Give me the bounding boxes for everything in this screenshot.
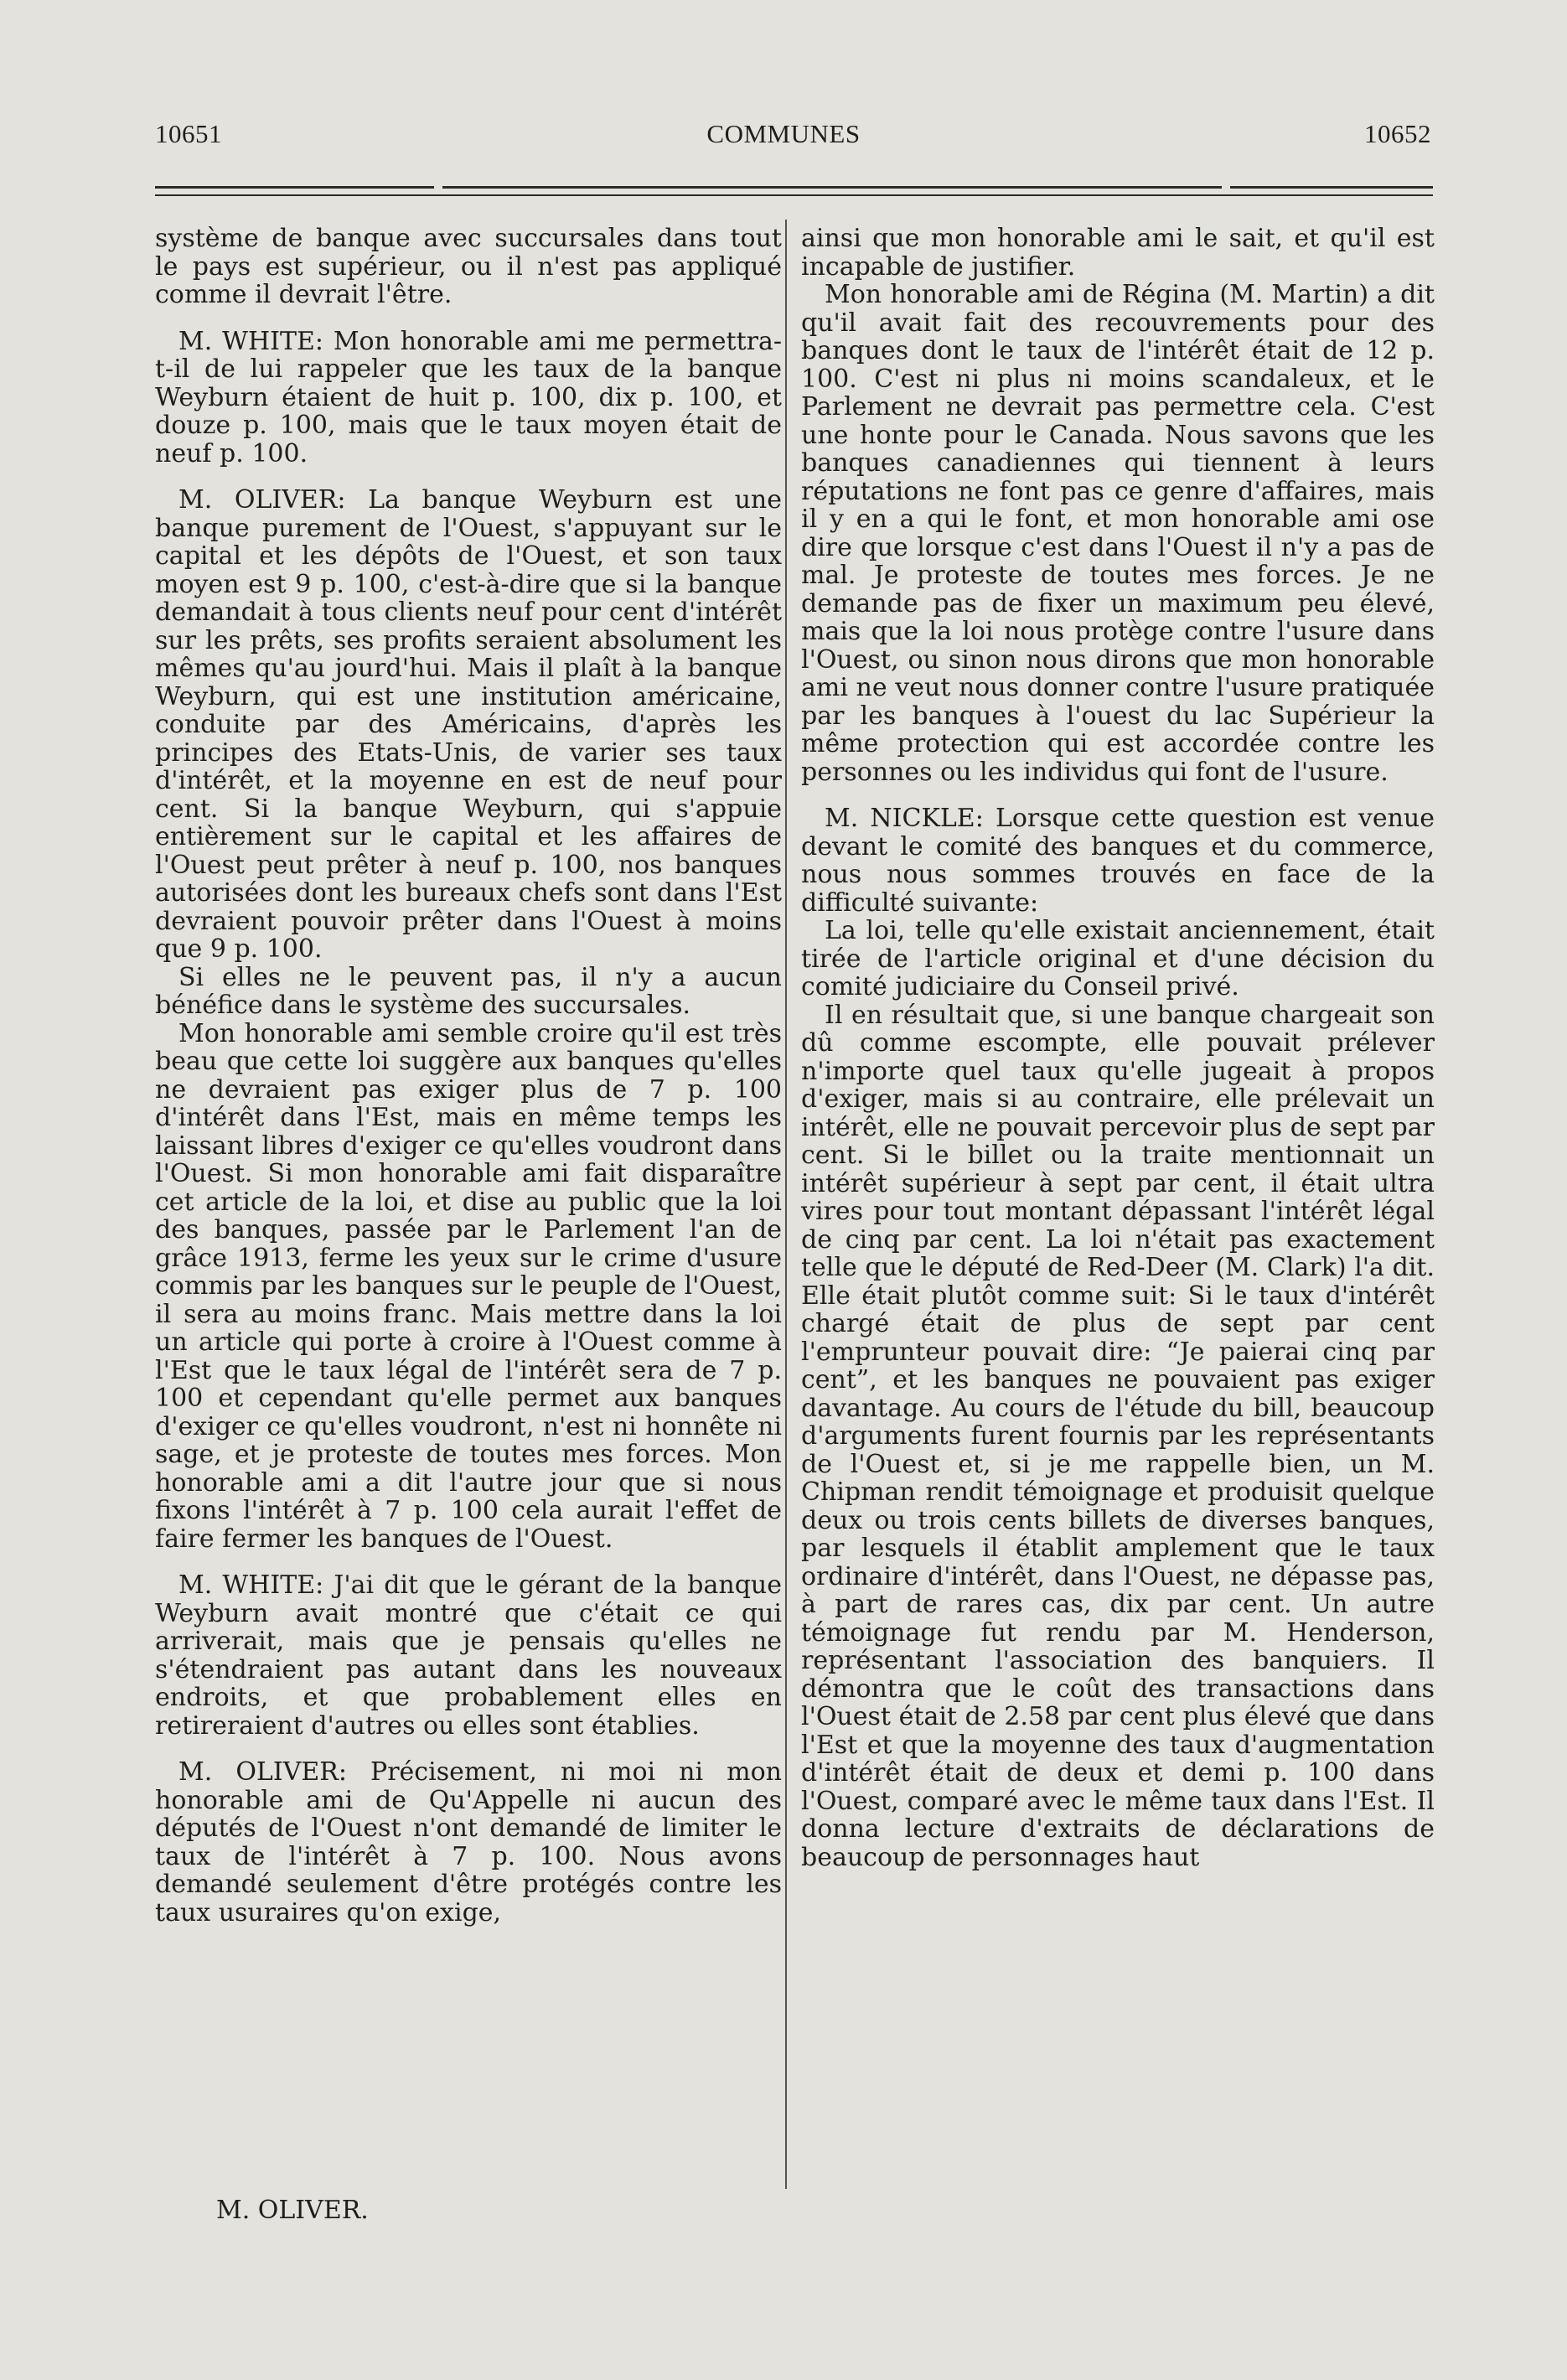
paragraph: Mon honorable ami semble croire qu'il est très beau que cette loi suggère aux banques qu'elles ne devraient pas exiger plus de 7 p. 100 d'intérêt dans l'Est, mais en même temps les laissant libres d'exiger ce qu'elles voudront dans l'Ouest. Si mon honorable ami fait disparaître cet article de la loi, et dise au public que la loi des banques, passée par le Parlement l'an de grâce 1913, ferme les yeux sur le crime d'usure commis par les banques sur le peuple de l'Ouest, il sera au moins franc. Mais mettre dans la loi un article qui porte à croire à l'Ouest comme à l'Est que le taux légal de l'intérêt sera de 7 p. 100 et cependant qu'elle permet aux banques d'exiger ce qu'elles voudront, n'est ni honnête ni sage, et je proteste de toutes mes forces. Mon honorable ami a dit l'autre jour que si nous fixons l'intérêt à 7 p. 100 cela aurait l'effet de faire fermer les banques de l'Ouest. <box>155 1018 782 1554</box>
page-footer-speaker: M. OLIVER. <box>216 2196 369 2225</box>
paragraph: Si elles ne le peuvent pas, il n'y a aucun bénéfice dans le système des succursales. <box>155 962 782 1020</box>
left-page-number: 10651 <box>155 119 222 148</box>
header-rule-mid <box>442 186 1222 189</box>
column-divider <box>785 220 787 2189</box>
paragraph: Mon honorable ami de Régina (M. Martin) a dit qu'il avait fait des recouvrements pour des banques dont le taux de l'intérêt était de 12 p. 100. C'est ni plus ni moins scandaleux, et le Parlement ne devrait pas permettre cela. C'est une honte pour le Canada. Nous savons que les banques canadiennes qui tiennent à leurs réputations ne font pas ce genre d'affaires, mais il y en a qui le font, et mon honorable ami ose dire que lorsque c'est dans l'Ouest il n'y a pas de mal. Je proteste de toutes mes forces. Je ne demande pas de fixer un maximum peu élevé, mais que la loi nous protège contre l'usure dans l'Ouest, ou sinon nous dirons que mon honorable ami ne veut nous donner contre l'usure pratiquée par les banques à l'ouest du lac Supérieur la même protection qui est accordée contre les personnes ou les individus qui font de l'usure. <box>801 280 1435 787</box>
paragraph: M. NICKLE: Lorsque cette question est venue devant le comité des banques et du commerce, nous nous sommes trouvés en face de la difficulté suivante: <box>801 804 1435 918</box>
paragraph: M. OLIVER: Précisement, ni moi ni mon honorable ami de Qu'Appelle ni aucun des députés de l'Ouest n'ont demandé de limiter le taux de l'intérêt à 7 p. 100. Nous avons demandé seulement d'être protégés contre les taux usuraires qu'on exige, <box>155 1757 782 1927</box>
header-rule-left <box>155 186 434 189</box>
paragraph: M. WHITE: Mon honorable ami me permettra-t-il de lui rappeler que les taux de la banque Weyburn étaient de huit p. 100, dix p. 100, et douze p. 100, mais que le taux moyen était de neuf p. 100. <box>155 326 782 468</box>
right-page-number: 10652 <box>1364 119 1431 148</box>
paragraph: Il en résultait que, si une banque chargeait son dû comme escompte, elle pouvait prélever n'importe quel taux qu'elle jugeait à propos d'exiger, mais si au contraire, elle prélevait un intérêt, elle ne pouvait percevoir plus de sept par cent. Si le billet ou la traite mentionnait un intérêt supérieur à sept par cent, il était ultra vires pour tout montant dépassant l'intérêt légal de cinq par cent. La loi n'était pas exactement telle que le député de Red-Deer (M. Clark) l'a dit. Elle était plutôt comme suit: Si le taux d'intérêt chargé était de plus de sept par cent l'emprunteur pouvait dire: “Je paierai cinq par cent”, et les banques ne pouvaient pas exiger davantage. Au cours de l'étude du bill, beaucoup d'arguments furent fournis par les représentants de l'Ouest et, si je me rappelle bien, un M. Chipman rendit témoignage et produisit quelque deux ou trois cents billets de diverses banques, par lesquels il établit amplement que le taux ordinaire d'intérêt, dans l'Ouest, ne dépasse pas, à part de rares cas, dix par cent. Un autre témoignage fut rendu par M. Henderson, représentant l'association des banquiers. Il démontra que le coût des transactions dans l'Ouest était de 2.58 par cent plus élevé que dans l'Est et que la moyenne des taux d'augmentation d'intérêt était de deux et demi p. 100 dans l'Ouest, comparé avec le même taux dans l'Est. Il donna lecture d'extraits de déclarations de beaucoup de personnages haut <box>801 1000 1435 1872</box>
header-rule-bottom <box>155 194 1433 196</box>
paragraph: système de banque avec succursales dans tout le pays est supérieur, ou il n'est pas appliqué comme il devrait l'être. <box>155 224 782 309</box>
paragraph: ainsi que mon honorable ami le sait, et qu'il est incapable de justifier. <box>801 224 1435 282</box>
right-column <box>801 225 1435 1871</box>
paragraph: M. WHITE: J'ai dit que le gérant de la banque Weyburn avait montré que c'était ce qui arriverait, mais que je pensais qu'elles ne s'étendraient pas autant dans les nouveaux endroits, et que probablement elles en retireraient d'autres ou elles sont établies. <box>155 1570 782 1741</box>
paragraph: La loi, telle qu'elle existait anciennement, était tirée de l'article original et d'une décision du comité judiciaire du Conseil privé. <box>801 916 1435 1001</box>
header-rule-right <box>1230 186 1433 189</box>
paragraph: M. OLIVER: La banque Weyburn est une banque purement de l'Ouest, s'appuyant sur le capital et les dépôts de l'Ouest, et son taux moyen est 9 p. 100, c'est-à-dire que si la banque demandait à tous clients neuf pour cent d'intérêt sur les prêts, ses profits seraient absolument les mêmes qu'au jourd'hui. Mais il plaît à la banque Weyburn, qui est une institution américaine, conduite par des Américains, d'après les principes des Etats-Unis, de varier ses taux d'intérêt, et la moyenne en est de neuf pour cent. Si la banque Weyburn, qui s'appuie entièrement sur le capital et les affaires de l'Ouest peut prêter à neuf p. 100, nos banques autorisées dont les bureaux chefs sont dans l'Est devraient pouvoir prêter dans l'Ouest à moins que 9 p. 100. <box>155 485 782 964</box>
running-title: COMMUNES <box>706 119 861 148</box>
left-column <box>155 225 782 1927</box>
